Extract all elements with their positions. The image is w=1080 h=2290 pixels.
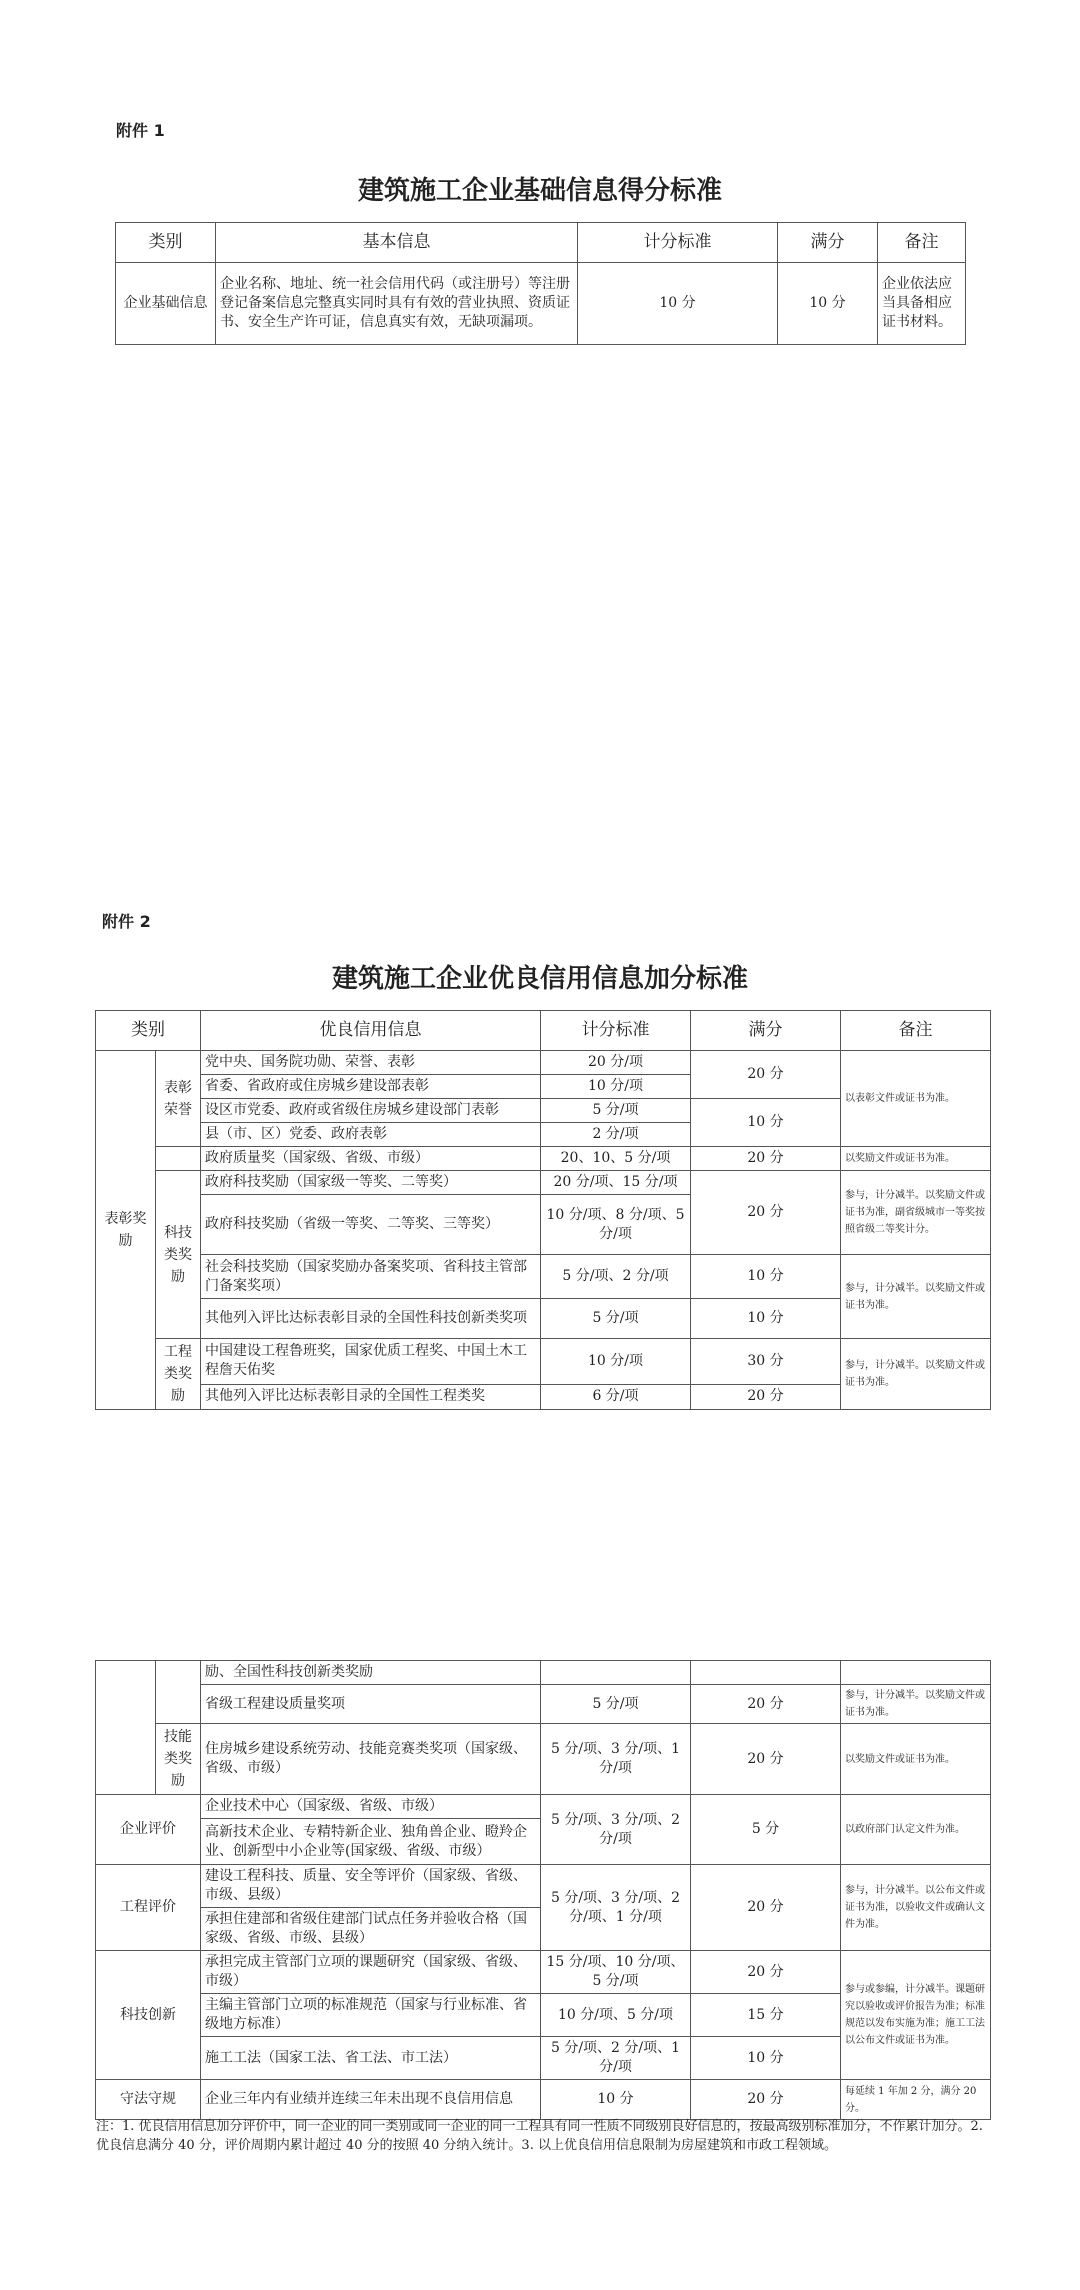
row-6-7-note: 参与，计分减半。以奖励文件或证书为准，副省级城市一等奖按照省级二等奖计分。 [841, 1171, 991, 1255]
row-9-max: 10 分 [691, 1299, 841, 1339]
header-max: 满分 [778, 223, 878, 263]
row-21-score: 10 分 [541, 2080, 691, 2120]
subcategory-tech: 科技类奖励 [156, 1171, 201, 1339]
row-18-max: 20 分 [691, 1951, 841, 1994]
category-law: 守法守规 [96, 2080, 201, 2120]
row-10-info: 中国建设工程鲁班奖，国家优质工程奖、中国土木工程詹天佑奖 [201, 1339, 541, 1385]
row-1-max: 20 分 [691, 1051, 841, 1099]
row-14-info: 企业技术中心（国家级、省级、市级） [201, 1795, 541, 1819]
row-12-note: 参与，计分减半。以奖励文件或证书为准。 [841, 1685, 991, 1724]
subcategory-engineering: 工程类奖励 [156, 1339, 201, 1410]
row-11-info: 其他列入评比达标表彰目录的全国性工程类奖 [201, 1384, 541, 1409]
row-14-15-score: 5 分/项、3 分/项、2 分/项 [541, 1795, 691, 1865]
row-5-note: 以奖励文件或证书为准。 [841, 1147, 991, 1171]
attachment-1-title: 建筑施工企业基础信息得分标准 [357, 176, 722, 206]
row-19-info: 主编主管部门立项的标准规范（国家与行业标准、省级地方标准） [201, 1994, 541, 2037]
header-category: 类别 [96, 1011, 201, 1051]
row-8-score: 5 分/项、2 分/项 [541, 1255, 691, 1299]
credit-table-part-1 [95, 1010, 991, 1410]
category-enterprise: 企业评价 [96, 1795, 201, 1865]
row-4-info: 县（市、区）党委、政府表彰 [201, 1123, 541, 1147]
row-21-info: 企业三年内有业绩并连续三年未出现不良信用信息 [201, 2080, 541, 2120]
row-2-info: 省委、省政府或住房城乡建设部表彰 [201, 1075, 541, 1099]
subcategory-skill: 技能类奖励 [156, 1724, 201, 1795]
basic-info-cell: 企业名称、地址、统一社会信用代码（或注册号）等注册登记备案信息完整真实同时具有有效的营业执照、资质证书、安全生产许可证，信息真实有效，无缺项漏项。 [216, 263, 578, 345]
continued-info: 励、全国性科技创新类奖励 [201, 1661, 541, 1685]
row-12-max: 20 分 [691, 1685, 841, 1724]
row-18-info: 承担完成主管部门立项的课题研究（国家级、省级、市级） [201, 1951, 541, 1994]
continued-score [541, 1661, 691, 1685]
row-11-score: 6 分/项 [541, 1384, 691, 1409]
row-10-max: 30 分 [691, 1339, 841, 1385]
header-score: 计分标准 [578, 223, 778, 263]
continued-category [96, 1661, 156, 1795]
row-6-score: 20 分/项、15 分/项 [541, 1171, 691, 1195]
row-20-max: 10 分 [691, 2037, 841, 2080]
header-score: 计分标准 [541, 1011, 691, 1051]
row-1-info: 党中央、国务院功勋、荣誉、表彰 [201, 1051, 541, 1075]
continued-subcategory [156, 1661, 201, 1724]
row-5-max: 20 分 [691, 1147, 841, 1171]
row-5-score: 20、10、5 分/项 [541, 1147, 691, 1171]
continued-note [841, 1661, 991, 1685]
row-13-info: 住房城乡建设系统劳动、技能竞赛类奖项（国家级、省级、市级） [201, 1724, 541, 1795]
category-cell: 企业基础信息 [116, 263, 216, 345]
max-cell: 10 分 [778, 263, 878, 345]
attachment-1-label: 附件 1 [116, 121, 165, 140]
header-note: 备注 [878, 223, 966, 263]
row-3-score: 5 分/项 [541, 1099, 691, 1123]
row-16-17-max: 20 分 [691, 1865, 841, 1951]
row-16-info: 建设工程科技、质量、安全等评价（国家级、省级、市级、县级） [201, 1865, 541, 1908]
row-6-info: 政府科技奖励（国家级一等奖、二等奖） [201, 1171, 541, 1195]
category-innovation: 科技创新 [96, 1951, 201, 2080]
row-19-max: 15 分 [691, 1994, 841, 2037]
basic-info-table [115, 222, 966, 345]
row-14-15-note: 以政府部门认定文件为准。 [841, 1795, 991, 1865]
subcategory-honor: 表彰荣誉 [156, 1051, 201, 1147]
row-8-9-note: 参与，计分减半。以奖励文件或证书为准。 [841, 1255, 991, 1339]
row-19-score: 10 分/项、5 分/项 [541, 1994, 691, 2037]
row-10-11-note: 参与，计分减半。以奖励文件或证书为准。 [841, 1339, 991, 1410]
header-note: 备注 [841, 1011, 991, 1051]
credit-table-part-2 [95, 1660, 991, 2120]
row-18-score: 15 分/项、10 分/项、5 分/项 [541, 1951, 691, 1994]
row-9-info: 其他列入评比达标表彰目录的全国性科技创新类奖项 [201, 1299, 541, 1339]
header-credit-info: 优良信用信息 [201, 1011, 541, 1051]
note-cell: 企业依法应当具备相应证书材料。 [878, 263, 966, 345]
header-max: 满分 [691, 1011, 841, 1051]
row-13-max: 20 分 [691, 1724, 841, 1795]
attachment-2-label: 附件 2 [102, 912, 151, 931]
category-award: 表彰奖励 [96, 1051, 156, 1410]
row-16-17-note: 参与，计分减半。以公布文件或证书为准，以验收文件或确认文件为准。 [841, 1865, 991, 1951]
row-10-score: 10 分/项 [541, 1339, 691, 1385]
row-1-score: 20 分/项 [541, 1051, 691, 1075]
row-7-info: 政府科技奖励（省级一等奖、二等奖、三等奖） [201, 1195, 541, 1255]
honor-note: 以表彰文件或证书为准。 [841, 1051, 991, 1147]
row-8-info: 社会科技奖励（国家奖励办备案奖项、省科技主管部门备案奖项） [201, 1255, 541, 1299]
continued-max [691, 1661, 841, 1685]
row-13-score: 5 分/项、3 分/项、1 分/项 [541, 1724, 691, 1795]
header-basic-info: 基本信息 [216, 223, 578, 263]
row-12-info: 省级工程建设质量奖项 [201, 1685, 541, 1724]
row-7-score: 10 分/项、8 分/项、5 分/项 [541, 1195, 691, 1255]
row-5-info: 政府质量奖（国家级、省级、市级） [201, 1147, 541, 1171]
row-16-17-score: 5 分/项、3 分/项、2 分/项、1 分/项 [541, 1865, 691, 1951]
row-3-max: 10 分 [691, 1099, 841, 1147]
row-13-note: 以奖励文件或证书为准。 [841, 1724, 991, 1795]
score-cell: 10 分 [578, 263, 778, 345]
row-4-score: 2 分/项 [541, 1123, 691, 1147]
row-21-max: 20 分 [691, 2080, 841, 2120]
row-2-score: 10 分/项 [541, 1075, 691, 1099]
row-14-15-max: 5 分 [691, 1795, 841, 1865]
innovation-note: 参与或参编，计分减半。课题研究以验收或评价报告为准；标准规范以发布实施为准；施工工法以公布文件或证书为准。 [841, 1951, 991, 2080]
row-3-info: 设区市党委、政府或省级住房城乡建设部门表彰 [201, 1099, 541, 1123]
row-17-info: 承担住建部和省级住建部门试点任务并验收合格（国家级、省级、市级、县级） [201, 1908, 541, 1951]
row-11-max: 20 分 [691, 1384, 841, 1409]
row-15-info: 高新技术企业、专精特新企业、独角兽企业、瞪羚企业、创新型中小企业等(国家级、省级、市级） [201, 1819, 541, 1865]
row-8-max: 10 分 [691, 1255, 841, 1299]
row-6-max: 20 分 [691, 1171, 841, 1255]
row-5-spacer [156, 1147, 201, 1171]
header-category: 类别 [116, 223, 216, 263]
row-20-score: 5 分/项、2 分/项、1 分/项 [541, 2037, 691, 2080]
category-project: 工程评价 [96, 1865, 201, 1951]
row-9-score: 5 分/项 [541, 1299, 691, 1339]
row-12-score: 5 分/项 [541, 1685, 691, 1724]
row-21-note: 每延续 1 年加 2 分，满分 20 分。 [841, 2080, 991, 2120]
footnote: 注：1. 优良信用信息加分评价中，同一企业的同一类别或同一企业的同一工程具有同一性质不同级别良好信息的，按最高级别标准加分，不作累计加分。2. 优良信息满分 40 分，评价周期内累计超过 40 分的按照 40 分纳入统计。3. 以上优良信用信息限制为房屋建筑和市政工程领域。 [96, 2119, 983, 2153]
row-20-info: 施工工法（国家工法、省工法、市工法） [201, 2037, 541, 2080]
attachment-2-title: 建筑施工企业优良信用信息加分标准 [331, 964, 748, 994]
